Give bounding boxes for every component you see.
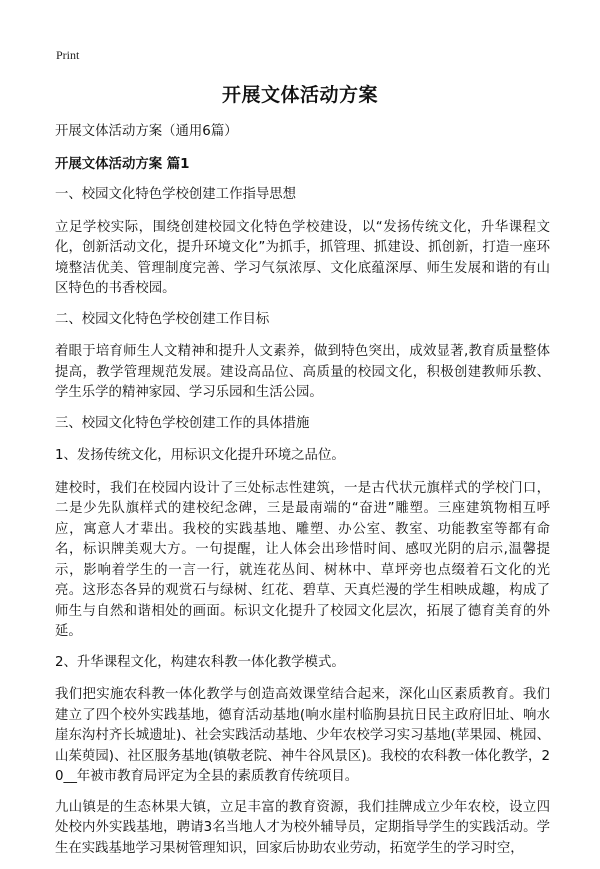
paragraph-heading: 二、校园文化特色学校创建工作目标 xyxy=(55,311,270,327)
document-body xyxy=(55,122,550,869)
paragraph-heading: 1、发扬传统文化，用标识文化提升环境之品位。 xyxy=(55,448,345,463)
print-label: Print xyxy=(56,48,80,62)
section-title: 开展文体活动方案 篇1 xyxy=(55,156,190,172)
document-subtitle: 开展文体活动方案（通用6篇） xyxy=(55,124,238,139)
paragraph-heading: 2、升华课程文化，构建农科教一体化教学模式。 xyxy=(55,654,345,670)
paragraph: 建校时，我们在校园内设计了三处标志性建筑，一是古代状元旗样式的学校门口，二是少先队旗样式的建校纪念碑，三是最南端的“奋进”雕塑。三座建筑物相互呼应，寓意人才辈出。我校的实践基地、雕塑、办公室、教室、功能教室等都有命名，标识牌美观大方。一句提醒，让人体会出珍惜时间、感叹光阴的启示,温馨提示，影响着学生的一言一行，就连花丛间、树林中、草坪旁也点缀着石文化的光亮。这形态各异的观赏石与绿树、红花、碧草、天真烂漫的学生相映成趣，构成了师生与自然和谐相处的画面。标识文化提升了校园文化层次，拓展了德育美育的外延。 xyxy=(55,480,550,639)
paragraph: 立足学校实际，围绕创建校园文化特色学校建设，以“发扬传统文化，升华课程文化，创新活动文化，提升环境文化”为抓手，抓管理、抓建设、抓创新，打造一座环境整洁优美、管理制度完善、学习气氛浓厚、文化底蕴深厚、师生发展和谐的有山区特色的书香校园。 xyxy=(55,219,550,296)
paragraph-heading: 一、校园文化特色学校创建工作指导思想 xyxy=(55,187,297,202)
paragraph: 着眼于培育师生人文精神和提升人文素养，做到特色突出，成效显著,教育质量整体提高，教学管理规范发展。建设高品位、高质量的校园文化，积极创建教师乐教、学生乐学的精神家园、学习乐园和生活公园。 xyxy=(55,344,550,400)
page-title: 开展文体活动方案 xyxy=(221,84,378,106)
paragraph: 我们把实施农科教一体化教学与创造高效课堂结合起来，深化山区素质教育。我们建立了四个校外实践基地，德育活动基地(响水崖村临朐县抗日民主政府旧址、响水崖东沟村齐长城遗址)、社会实践活动基地、少年农校学习实习基地(苹果园、桃园、山茱萸园)、社区服务基地(镇敬老院、神牛谷风景区)。我校的农科教一体化教学，20__年被市教育局评定为全县的素质教育传统项目。 xyxy=(55,687,550,784)
paragraph: 九山镇是的生态林果大镇，立足丰富的教育资源，我们挂牌成立少年农校，设立四处校内外实践基地，聘请3名当地人才为校外辅导员，定期指导学生的实践活动。学生在实践基地学习果树管理知识，回家后协助农业劳动，拓宽学生的学习时空， xyxy=(55,799,550,856)
paragraph-heading: 三、校园文化特色学校创建工作的具体措施 xyxy=(55,415,310,431)
